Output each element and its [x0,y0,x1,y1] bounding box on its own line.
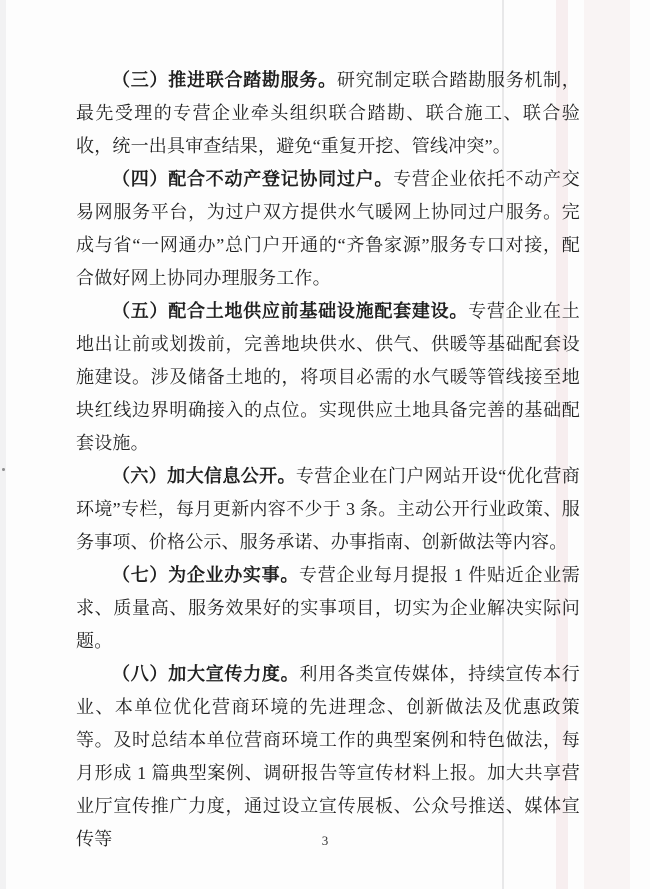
scan-streak-warm [584,0,630,889]
paragraph-section-7 [76,559,580,658]
paragraph-heading: （三）推进联合踏勘服务。 [112,70,337,90]
paragraph-section-4 [76,163,580,295]
paragraph-body: 专营企业依托不动产交易网服务平台，为过户双方提供水气暖网上协同过户服务。完成与省“一网通办”总门户开通的“齐鲁家源”服务专口对接，配合做好网上协同办理服务工作。 [76,169,580,288]
paragraph-section-5 [76,295,580,460]
paragraph-body: 研究制定联合踏勘服务机制，最先受理的专营企业牵头组织联合踏勘、联合施工、联合验收，统一出具审查结果，避免“重复开挖、管线冲突”。 [76,70,580,156]
paragraph-heading: （八）加大宣传力度。 [112,664,300,684]
page-number: 3 [321,833,329,848]
scan-speck [2,468,5,471]
paragraph-body: 利用各类宣传媒体，持续宣传本行业、本单位优化营商环境的先进理念、创新做法及优惠政策等。及时总结本单位营商环境工作的典型案例和特色做法，每月形成 1 篇典型案例、调研报告等宣传材料上报。加大共享营业厅宣传推广力度，通过设立宣传展板、公众号推送、媒体宣传等 [76,664,581,849]
paragraph-section-8 [76,658,580,856]
paragraph-body: 专营企业在土地出让前或划拨前，完善地块供水、供气、供暖等基础配套设施建设。涉及储备土地的，将项目必需的水气暖等管线接至地块红线边界明确接入的点位。实现供应土地具备完善的基础配套设施。 [76,301,580,453]
scan-streak-left [0,0,6,889]
document-body [76,64,580,856]
paragraph-section-3 [76,64,580,163]
paragraph-heading: （六）加大信息公开。 [112,466,296,486]
paragraph-heading: （四）配合不动产登记协同过户。 [112,169,394,189]
paragraph-heading: （七）为企业办实事。 [112,565,300,585]
paragraph-heading: （五）配合土地供应前基础设施配套建设。 [112,301,469,321]
paragraph-body: 专营企业每月提报 1 件贴近企业需求、质量高、服务效果好的实事项目，切实为企业解决实际问题。 [76,565,581,651]
paragraph-section-6 [76,460,580,559]
paragraph-body: 专营企业在门户网站开设“优化营商环境”专栏，每月更新内容不少于 3 条。主动公开行业政策、服务事项、价格公示、服务承诺、办事指南、创新做法等内容。 [76,466,580,552]
